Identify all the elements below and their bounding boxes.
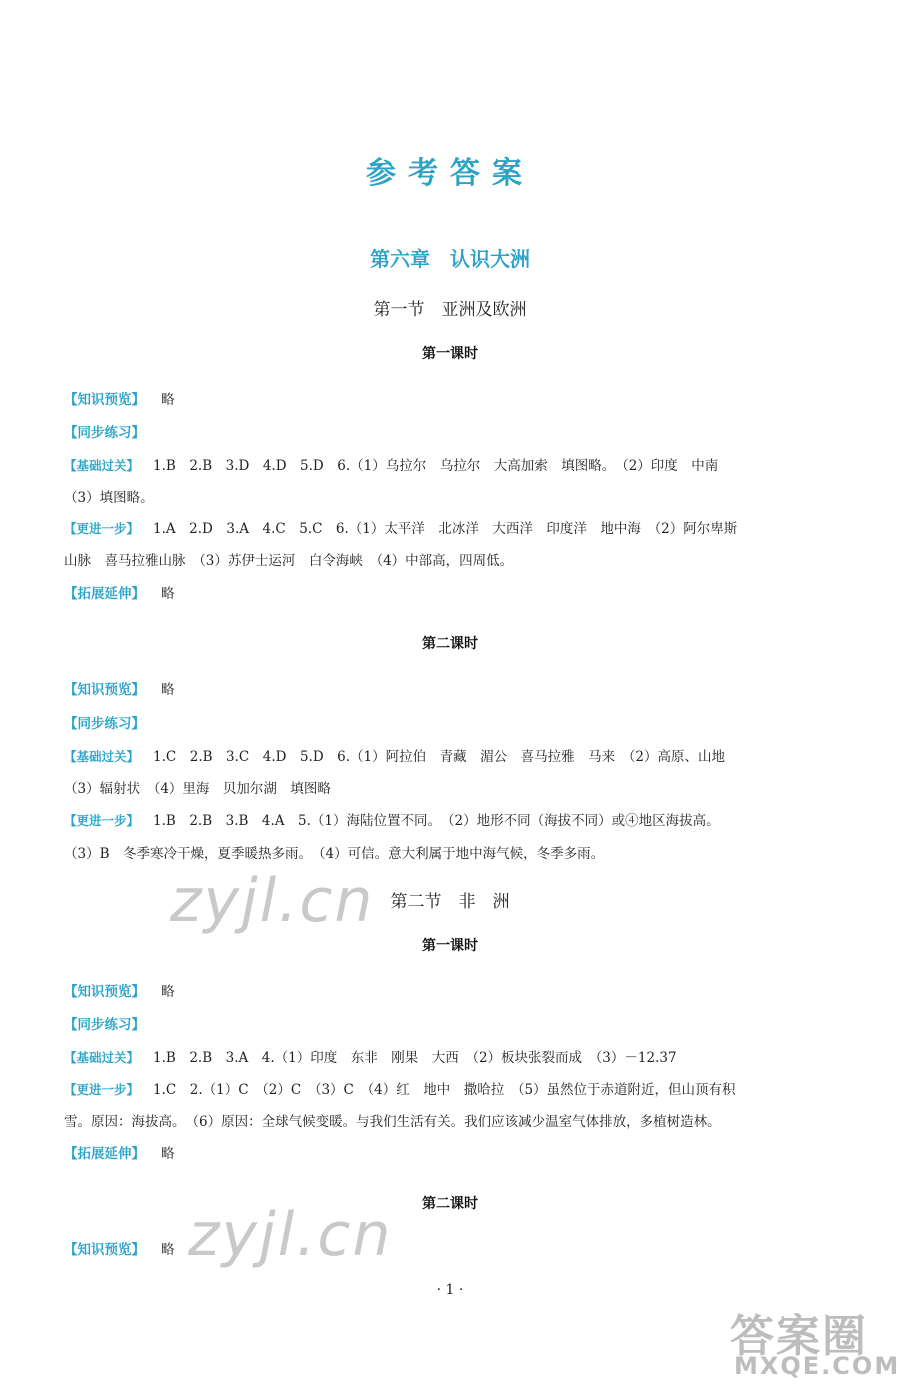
answer-text: 略 [161, 1242, 175, 1258]
answer-text: 略 [161, 586, 175, 602]
section-heading-2: 第二节 非 洲 [390, 892, 510, 912]
answer-row [64, 747, 725, 767]
answer-row [64, 551, 513, 571]
answer-text: （3）辐射状 （4）里海 贝加尔湖 填图略 [64, 781, 331, 797]
lesson-heading: 第一课时 [422, 346, 478, 362]
answer-text: 1.B 2.B 3.D 4.D 5.D 6.（1）乌拉尔 乌拉尔 大高加索 填图略。 （2）印度 中南 [153, 458, 719, 474]
tag-sync-practice: 【同步练习】 [64, 1017, 145, 1033]
tag-sync-practice: 【同步练习】 [64, 425, 145, 441]
answer-row [64, 456, 718, 476]
answer-row [64, 1144, 175, 1164]
lesson-heading: 第一课时 [422, 938, 478, 954]
answer-text: 略 [161, 1146, 175, 1162]
section-heading-1: 第一节 亚洲及欧洲 [373, 300, 527, 320]
tag-sync-practice: 【同步练习】 [64, 716, 145, 732]
lesson-heading: 第二课时 [422, 1196, 478, 1212]
tag-knowledge-preview: 【知识预览】 [64, 984, 145, 1000]
tag-further: 【更进一步】 [64, 521, 140, 536]
answer-row [64, 1015, 161, 1035]
answer-row [64, 423, 161, 443]
watermark-stamp [726, 1300, 900, 1388]
stamp-logo-text: 答案圈 [730, 1311, 868, 1362]
tag-basic: 【基础过关】 [64, 1050, 140, 1065]
answer-text: 略 [161, 392, 175, 408]
watermark-text: zyjl.cn [170, 866, 375, 936]
answer-row [64, 1112, 721, 1132]
answer-text: （3）填图略。 [64, 490, 154, 506]
answer-row [64, 519, 737, 539]
answer-row [64, 844, 604, 864]
answer-text: 1.C 2.B 3.C 4.D 5.D 6.（1）阿拉伯 青藏 湄公 喜马拉雅 马来 （2）高原、山地 [153, 749, 725, 765]
answer-row [64, 390, 175, 410]
answer-text: 略 [161, 682, 175, 698]
answer-row [64, 1048, 677, 1068]
answer-row [64, 488, 154, 508]
page-title: 参考答案 [366, 156, 534, 191]
answer-row [64, 584, 175, 604]
tag-knowledge-preview: 【知识预览】 [64, 392, 145, 408]
tag-further: 【更进一步】 [64, 1082, 140, 1097]
tag-basic: 【基础过关】 [64, 749, 140, 764]
answer-text: 1.B 2.B 3.A 4.（1）印度 东非 刚果 大西 （2）板块张裂而成 （3）－12.37 [153, 1050, 677, 1066]
chapter-heading: 第六章 认识大洲 [370, 247, 530, 271]
tag-extend: 【拓展延伸】 [64, 1146, 145, 1162]
watermark-text: zyjl.cn [188, 1200, 393, 1270]
answer-text: 1.B 2.B 3.B 4.A 5.（1）海陆位置不同。 （2）地形不同（海拔不同）或④地区海拔高。 [153, 813, 720, 829]
answer-row [64, 811, 720, 831]
tag-knowledge-preview: 【知识预览】 [64, 682, 145, 698]
tag-extend: 【拓展延伸】 [64, 586, 145, 602]
tag-knowledge-preview: 【知识预览】 [64, 1242, 145, 1258]
answer-row [64, 1080, 736, 1100]
answer-row [64, 680, 175, 700]
answer-text: 雪。原因：海拔高。 （6）原因：全球气候变暖。与我们生活有关。我们应该减少温室气体排放，多植树造林。 [64, 1114, 721, 1130]
answer-row [64, 1240, 175, 1260]
tag-basic: 【基础过关】 [64, 458, 140, 473]
tag-further: 【更进一步】 [64, 813, 140, 828]
answer-text: 1.A 2.D 3.A 4.C 5.C 6.（1）太平洋 北冰洋 大西洋 印度洋 地中海 （2）阿尔卑斯 [153, 521, 738, 537]
answer-row [64, 714, 161, 734]
answer-text: （3）B 冬季寒冷干燥，夏季暖热多雨。 （4）可信。意大利属于地中海气候，冬季多雨。 [64, 846, 605, 862]
answer-text: 略 [161, 984, 175, 1000]
answer-row [64, 779, 331, 799]
answer-text: 山脉 喜马拉雅山脉 （3）苏伊士运河 白令海峡 （4）中部高，四周低。 [64, 553, 514, 569]
stamp-site-text: MXQE.COM [734, 1352, 900, 1380]
answer-row [64, 982, 175, 1002]
lesson-heading: 第二课时 [422, 636, 478, 652]
answer-text: 1.C 2.（1）C （2）C （3）C （4）红 地中 撒哈拉 （5）虽然位于赤道附近，但山顶有积 [153, 1082, 736, 1098]
page-number: · 1 · [436, 1282, 464, 1298]
